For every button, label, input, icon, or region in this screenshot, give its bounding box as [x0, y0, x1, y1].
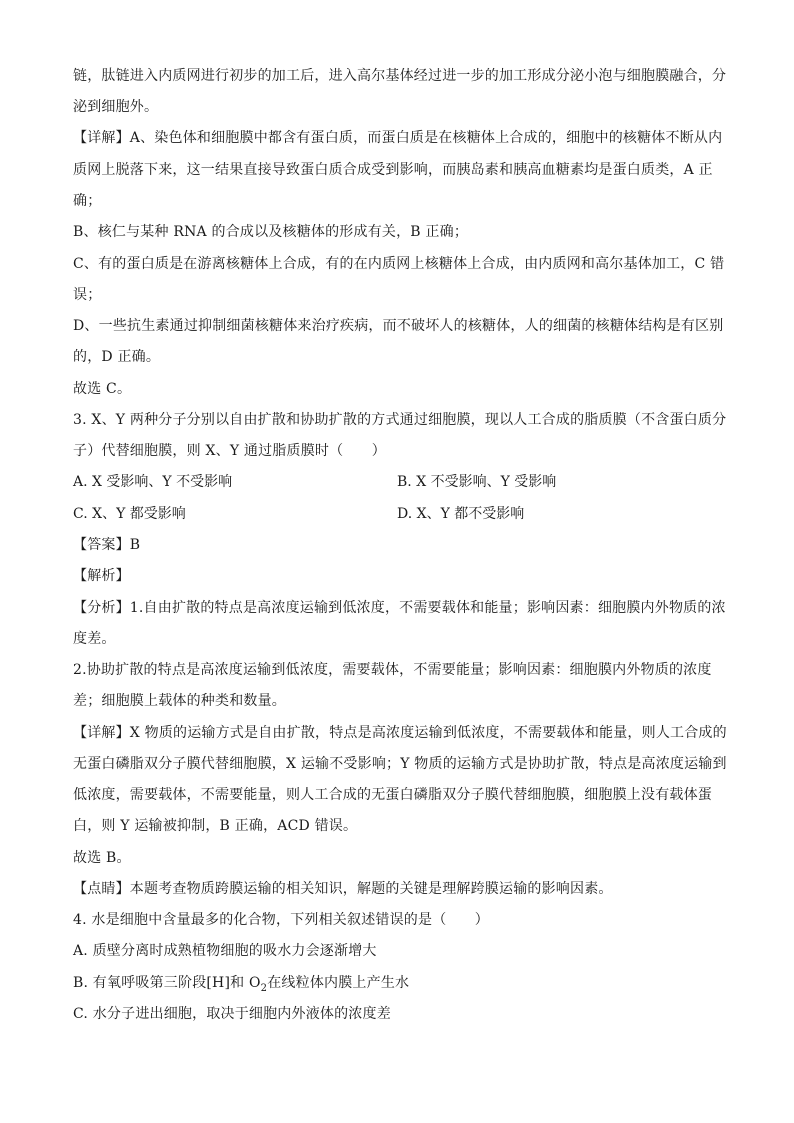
question-3-stem: 子）代替细胞膜，则 X、Y 通过脂质膜时（ ）	[73, 443, 386, 459]
option-b-suffix: 在线粒体内膜上产生水	[267, 975, 410, 991]
answer-label: 【答案】B	[73, 537, 141, 553]
text-line: 2.协助扩散的特点是高浓度运输到低浓度，需要载体，不需要能量；影响因素：细胞膜内外物质的浓度	[73, 662, 712, 678]
text-line: 白，则 Y 运输被抑制，B 正确，ACD 错误。	[73, 818, 358, 834]
text-line: 【详解】A、染色体和细胞膜中都含有蛋白质，而蛋白质是在核糖体上合成的，细胞中的核糖体不断从内	[73, 130, 723, 146]
text-line: 差；细胞膜上载体的种类和数量。	[73, 693, 286, 709]
oxygen-subscript: 2	[260, 982, 268, 994]
question-4-option-b	[73, 973, 723, 999]
question-3-option-b: B. X 不受影响、Y 受影响	[397, 474, 557, 490]
text-line: 无蛋白磷脂双分子膜代替细胞膜，X 运输不受影响；Y 物质的运输方式是协助扩散，特点是高浓度运输到	[73, 756, 727, 772]
text-line: 链，肽链进入内质网进行初步的加工后，进入高尔基体经过进一步的加工形成分泌小泡与细胞膜融合，分	[73, 68, 727, 84]
text-line: 误；	[73, 287, 102, 303]
text-line: 确；	[73, 193, 102, 209]
text-line: 【详解】X 物质的运输方式是自由扩散，特点是高浓度运输到低浓度，不需要载体和能量，则人工合成的	[73, 725, 727, 741]
text-line: C、有的蛋白质是在游离核糖体上合成，有的在内质网上核糖体上合成，由内质网和高尔基体加工，C 错	[73, 256, 725, 272]
answer-conclusion: 故选 C。	[73, 381, 132, 397]
text-line: B、核仁与某种 RNA 的合成以及核糖体的形成有关，B 正确；	[73, 224, 469, 240]
text-line: 度差。	[73, 631, 116, 647]
comment-line: 【点睛】本题考查物质跨膜运输的相关知识，解题的关键是理解跨膜运输的影响因素。	[73, 881, 613, 897]
text-line: 的，D 正确。	[73, 349, 161, 365]
question-4-option-a: A. 质壁分离时成熟植物细胞的吸水力会逐渐增大	[73, 943, 377, 959]
text-line: 泌到细胞外。	[73, 99, 159, 115]
analysis-label: 【解析】	[73, 568, 130, 584]
option-b-prefix: B. 有氧呼吸第三阶段[H]和 O	[73, 975, 261, 991]
question-3-stem: 3. X、Y 两种分子分别以自由扩散和协助扩散的方式通过细胞膜，现以人工合成的脂质膜（不含蛋白质分	[73, 412, 727, 428]
question-3-option-a: A. X 受影响、Y 不受影响	[73, 474, 233, 490]
text-line: 质网上脱落下来，这一结果直接导致蛋白质合成受到影响，而胰岛素和胰高血糖素均是蛋白质类，A 正	[73, 162, 713, 178]
question-3-option-c: C. X、Y 都受影响	[73, 506, 186, 522]
question-4-stem: 4. 水是细胞中含量最多的化合物，下列相关叙述错误的是（ ）	[73, 912, 490, 928]
text-line: D、一些抗生素通过抑制细菌核糖体来治疗疾病，而不破坏人的核糖体，人的细菌的核糖体结构是有区别	[73, 318, 724, 334]
question-3-option-d: D. X、Y 都不受影响	[397, 506, 525, 522]
question-4-option-c: C. 水分子进出细胞，取决于细胞内外液体的浓度差	[73, 1006, 391, 1022]
text-line: 低浓度，需要载体，不需要能量，则人工合成的无蛋白磷脂双分子膜代替细胞膜，细胞膜上没有载体蛋	[73, 787, 712, 803]
text-line: 【分析】1.自由扩散的特点是高浓度运输到低浓度，不需要载体和能量；影响因素：细胞膜内外物质的浓	[73, 600, 726, 616]
answer-conclusion: 故选 B。	[73, 850, 131, 866]
